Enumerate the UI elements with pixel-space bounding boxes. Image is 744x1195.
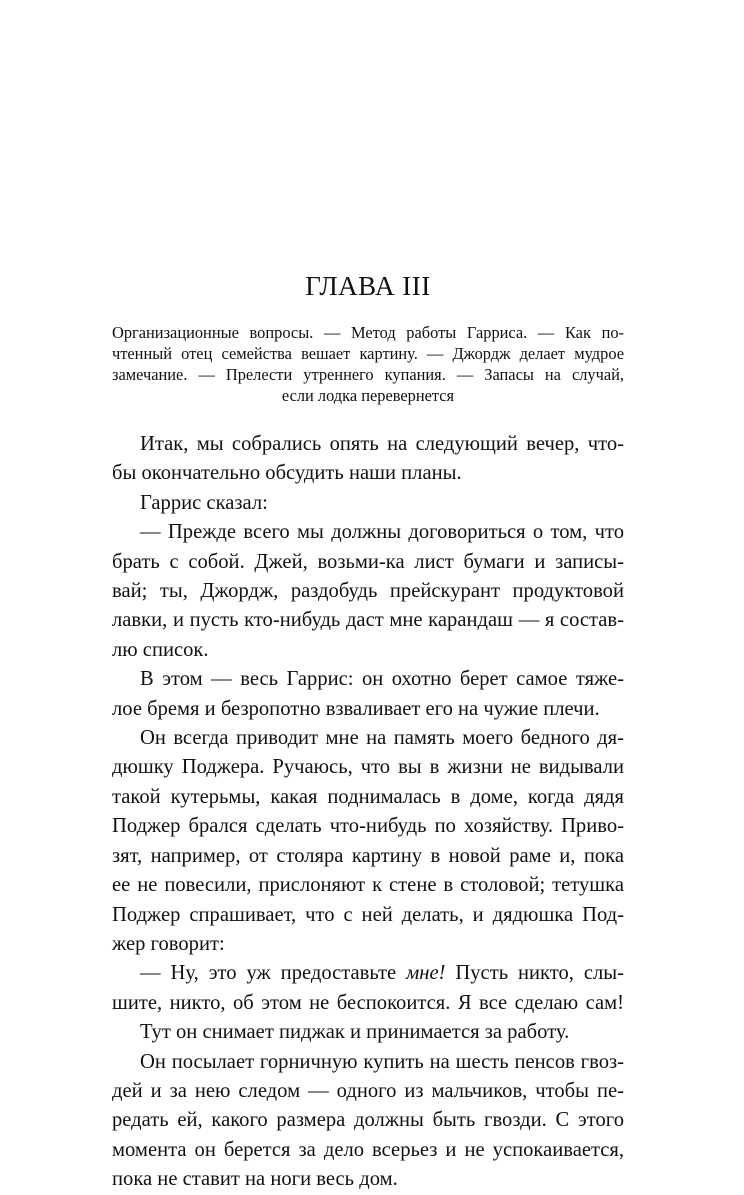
text-line: лю список. <box>112 638 209 661</box>
text-line: — Прежде всего мы должны договориться о том, что <box>140 521 624 544</box>
text-line: лое бремя и безропотно взваливает его на чужие плечи. <box>112 697 600 720</box>
text-line: Поджер спрашивает, что с ней делать, и дядюшка Под- <box>112 903 624 926</box>
text-fragment: — Ну, это уж предоставьте <box>140 962 407 985</box>
text-line: Гаррис сказал: <box>140 491 268 514</box>
body-text <box>112 430 624 1195</box>
text-line: жер говорит: <box>112 932 225 955</box>
synopsis-line: если лодка перевернется <box>281 386 455 405</box>
chapter-synopsis <box>112 322 624 406</box>
text-line: дей и за нею следом — одного из мальчиков, чтобы пе- <box>112 1079 624 1102</box>
text-line: Он всегда приводит мне на память моего бедного дя- <box>140 727 624 750</box>
text-fragment: Пусть никто, слы- <box>445 962 624 985</box>
text-line: лавки, и пусть кто-нибудь даст мне карандаш — я состав- <box>112 609 624 632</box>
emphasis-text: мне! <box>406 962 446 985</box>
book-page <box>112 266 624 1195</box>
text-line: Он посылает горничную купить на шесть пенсов гвоз- <box>140 1050 624 1073</box>
text-line: Тут он снимает пиджак и принимается за работу. <box>140 1021 570 1044</box>
text-line: В этом — весь Гаррис: он охотно берет самое тяже- <box>140 668 624 691</box>
synopsis-line: замечание. — Прелести утреннего купания. — Запасы на случай, <box>112 365 624 384</box>
text-line: брать с собой. Джей, возьми-ка лист бумаги и записы- <box>112 550 624 573</box>
text-line: бы окончательно обсудить наши планы. <box>112 462 462 485</box>
text-line: зят, например, от столяра картину в новой раме и, пока <box>112 844 624 867</box>
text-line <box>112 959 624 988</box>
text-line: ее не повесили, прислоняют к стене в столовой; тетушка <box>112 874 624 897</box>
text-line: дюшку Поджера. Ручаюсь, что вы в жизни не видывали <box>112 756 624 779</box>
text-line: Итак, мы собрались опять на следующий вечер, что- <box>140 433 624 455</box>
chapter-title: ГЛАВА III <box>305 271 431 301</box>
synopsis-line: Организационные вопросы. — Метод работы Гарриса. — Как по- <box>112 323 624 342</box>
text-line: момента он берется за дело всерьез и не успокаивается, <box>112 1138 624 1161</box>
text-line: шите, никто, об этом не беспокоится. Я все сделаю сам! <box>112 991 624 1014</box>
text-line: редать ей, какого размера должны быть гвозди. С этого <box>112 1109 624 1132</box>
text-line: такой кутерьмы, какая поднималась в доме, когда дядя <box>112 785 624 808</box>
text-line: Поджер брался сделать что-нибудь по хозяйству. Приво- <box>112 815 624 838</box>
synopsis-line: чтенный отец семейства вешает картину. — Джордж делает мудрое <box>112 344 624 363</box>
text-line: вай; ты, Джордж, раздобудь прейскурант продуктовой <box>112 580 624 603</box>
text-line: пока не ставит на ноги весь дом. <box>112 1168 398 1191</box>
